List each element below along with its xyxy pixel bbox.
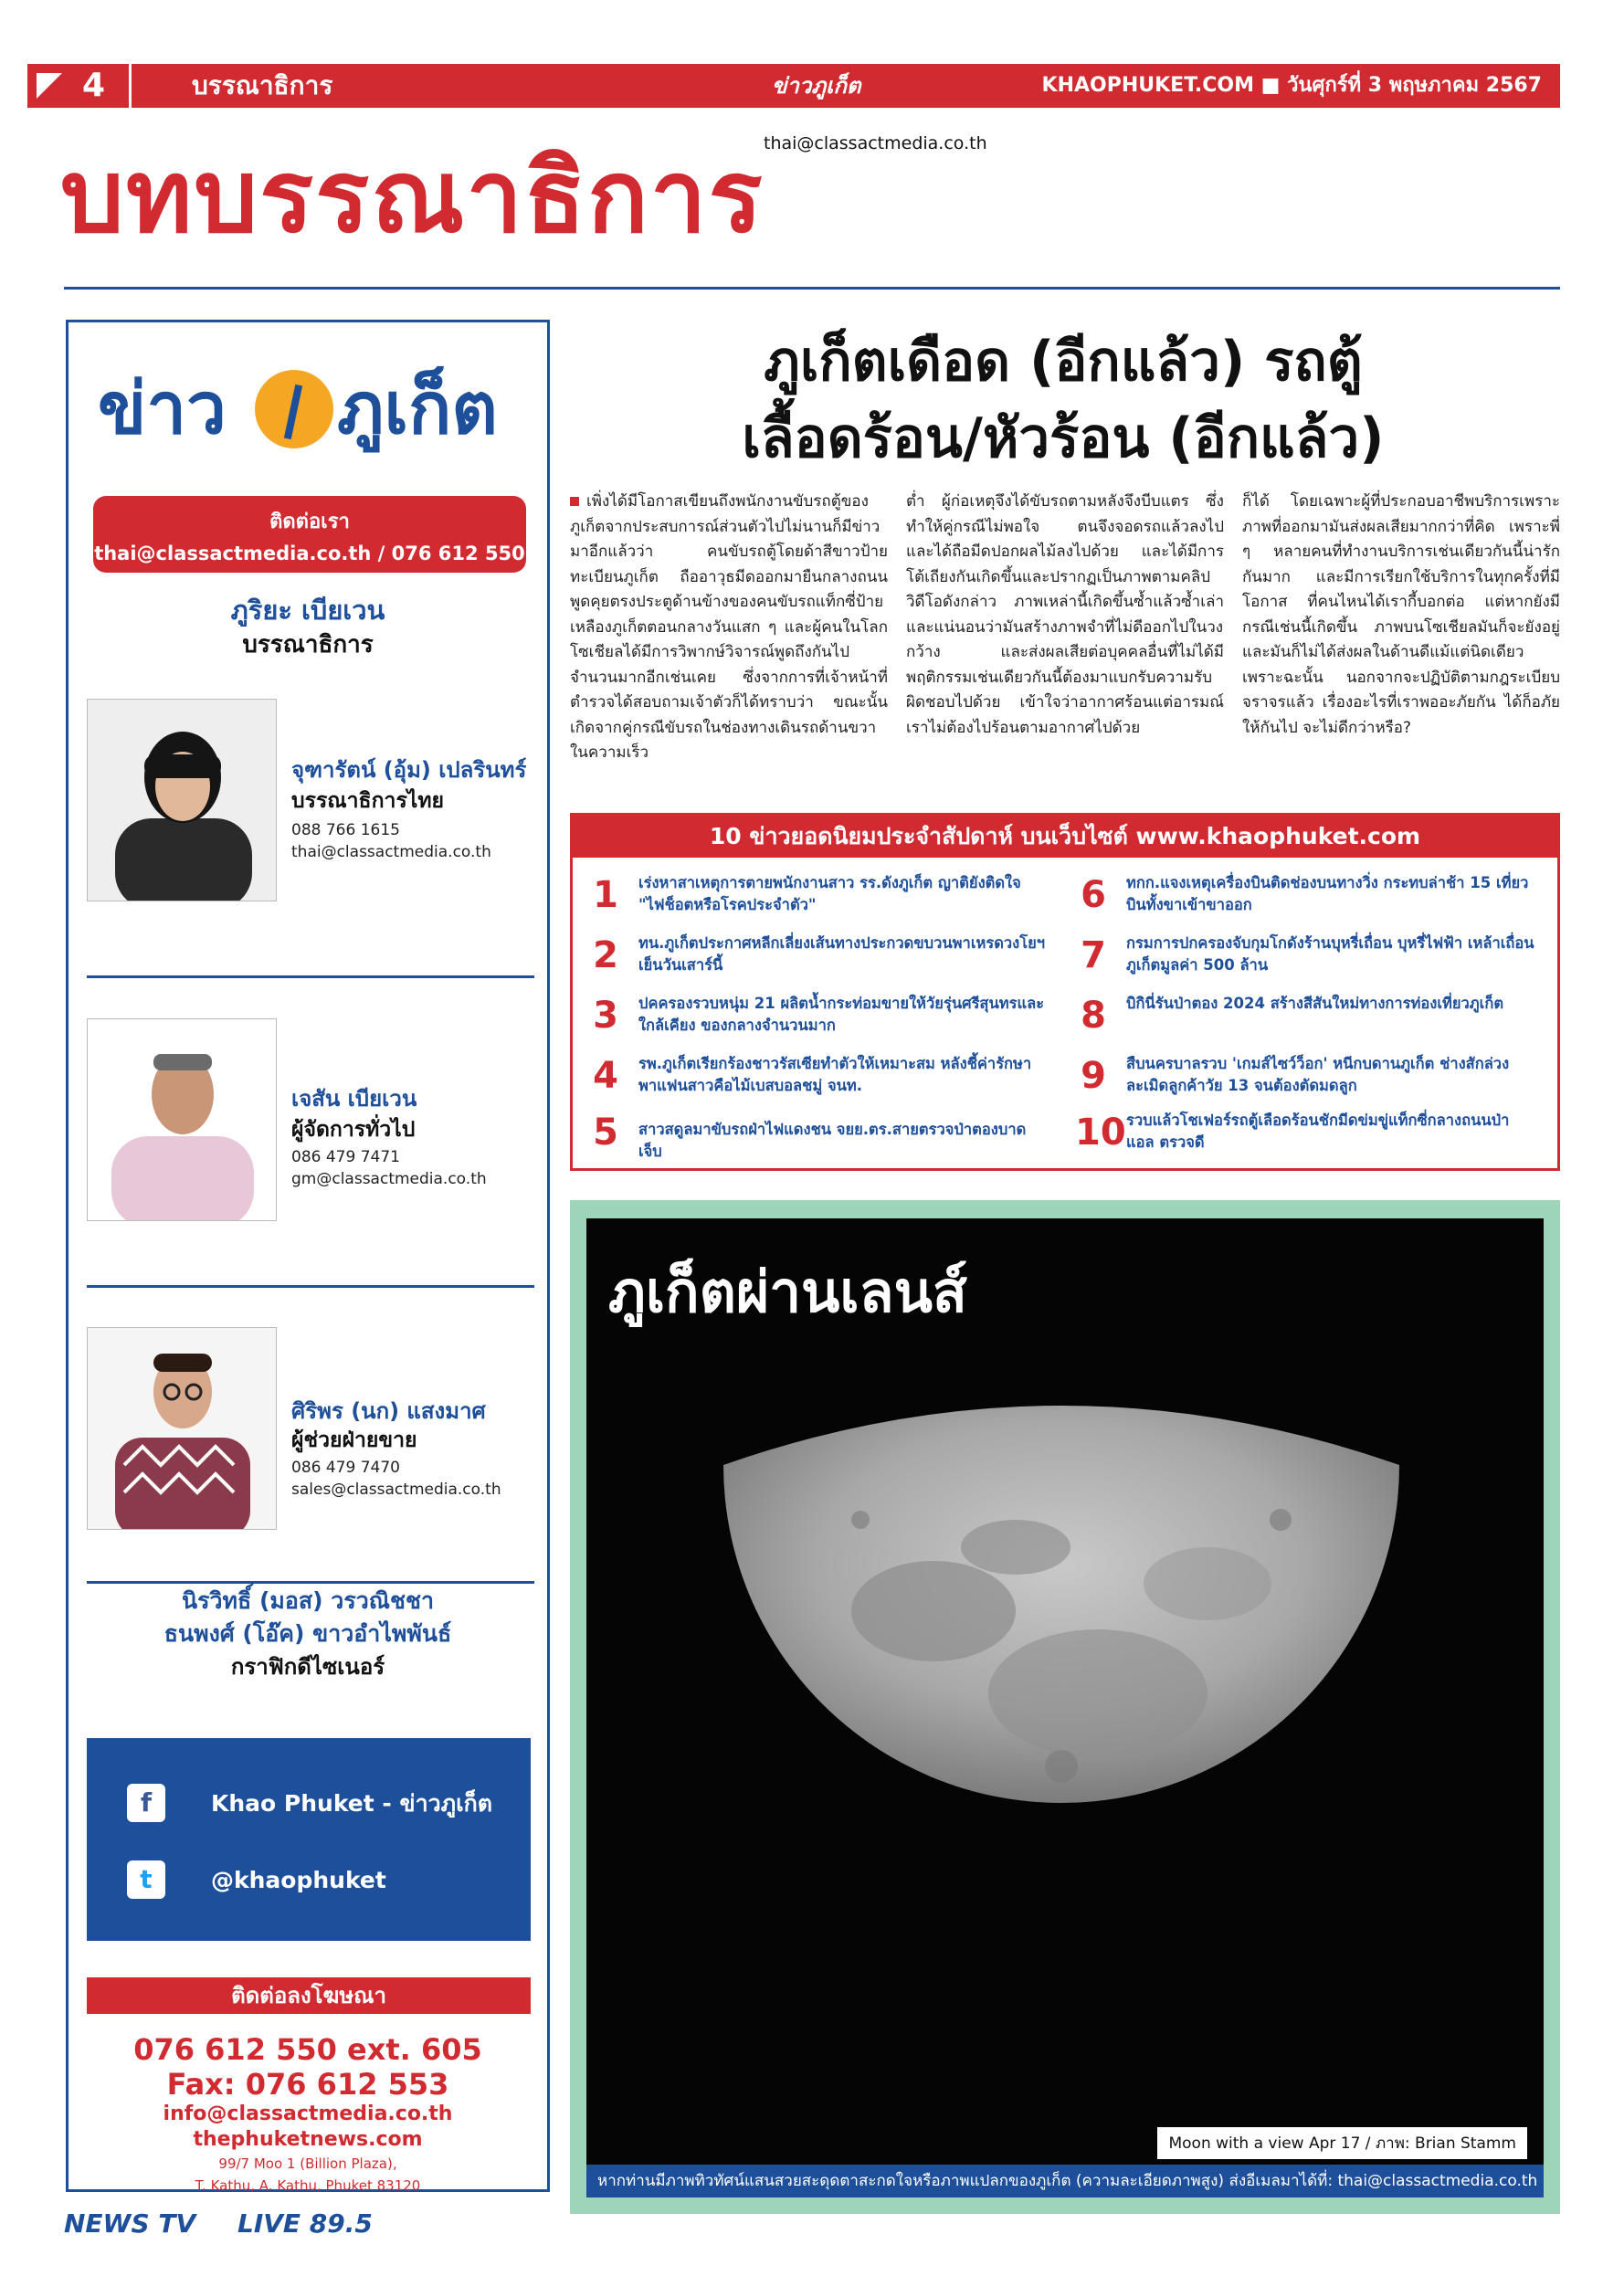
article-body xyxy=(570,490,1560,782)
staff-card xyxy=(87,699,534,901)
moon-photo xyxy=(586,1218,1544,2165)
corner-flag-icon xyxy=(27,64,71,108)
staff-role: บรรณาธิการไทย xyxy=(291,789,444,813)
bullet-square-icon xyxy=(570,497,579,506)
list-item[interactable] xyxy=(1075,989,1541,1048)
headline-line: ภูเก็ตเดือด (อีกแล้ว) รถตู้ xyxy=(764,330,1363,394)
twitter-label: @khaophuket xyxy=(211,1867,386,1893)
logo-text-part2: ภูเก็ต xyxy=(337,368,498,450)
divider xyxy=(87,975,534,978)
ads-address: 99/7 Moo 1 (Billion Plaza), xyxy=(218,2155,397,2172)
photo-credit: Moon with a view Apr 17 / ภาพ: Brian Stamm xyxy=(1157,2127,1527,2159)
ads-contact xyxy=(69,2032,547,2197)
item-text: สาวสดูลมาขับรถฝ่าไฟแดงชน จยย.ตร.สายตรวจป่าตองบาดเจ็บ xyxy=(638,1121,1027,1160)
staff-photo xyxy=(87,1018,277,1221)
staff-role: ผู้จัดการทั่วไป xyxy=(291,1118,416,1142)
facebook-label: Khao Phuket - ข่าวภูเก็ต xyxy=(211,1790,493,1817)
item-text: ทกก.แจงเหตุเครื่องบินติดช่องบนทางวิ่ง กระทบล่าช้า 15 เที่ยวบินทั้งขาเข้าขาออก xyxy=(1126,874,1529,913)
article-column: ต่ำ ผู้ก่อเหตุจึงได้ขับรถตามหลังจึงบีบแตร ซึ่งทำให้คู่กรณีไม่พอใจ ตนจึงจอดรถแล้วลงไป และได้ถือมีดปอกผลไม้ลงไปด้วย และได้มีการโต้เถียงกันเกิดขึ้นและปรากฏเป็นภาพตามคลิปวิดีโอดังกล่าว ภาพเหล่านี้เกิดขึ้นซ้ำแล้วซ้ำเล่า และแน่นอนว่ามันสร้างภาพจำที่ไม่ดีออกไปในวงกว้าง และส่งผลเสียต่อบุคคลอื่นที่ไม่ได้มีพฤติกรรมเช่นเดียวกันนี้ต้องมาแบกรับความรับผิดชอบไปด้วย เข้าใจว่าอากาศร้อนแต่อารมณ์เราไม่ต้องไปร้อนตามอากาศไปด้วย xyxy=(906,492,1224,737)
ads-phone: 076 612 550 ext. 605 xyxy=(133,2032,482,2067)
list-item[interactable] xyxy=(587,1106,1053,1165)
divider xyxy=(87,1285,534,1288)
designer-role: กราฟิกดีไซเนอร์ xyxy=(230,1654,385,1680)
item-number: 8 xyxy=(1081,995,1106,1037)
page-title: บทบรรณาธิการ xyxy=(60,138,765,255)
photo-panel xyxy=(570,1200,1560,2214)
article-column xyxy=(570,490,888,766)
contact-label: ติดต่อเรา xyxy=(269,511,350,533)
staff-photo xyxy=(87,1327,277,1530)
contact-details[interactable]: thai@classactmedia.co.th / 076 612 550 xyxy=(94,543,525,564)
social-links xyxy=(87,1738,531,1941)
item-text: สืบนครบาลรวบ 'เกมส์ไซว์ว็อก' หนีกบดานภูเก็ต ช่างสักล่วงละเมิดลูกค้าวัย 13 จนต้องตัดมดลูก xyxy=(1126,1055,1510,1094)
staff-email[interactable]: sales@classactmedia.co.th xyxy=(291,1481,501,1499)
editor-name: ภูริยะ เบียเวน xyxy=(230,595,385,626)
staff-card xyxy=(87,1018,534,1221)
staff-email[interactable]: thai@classactmedia.co.th xyxy=(291,843,491,861)
item-number: 1 xyxy=(593,874,618,916)
list-item[interactable] xyxy=(1075,869,1541,927)
list-item[interactable] xyxy=(1075,929,1541,987)
list-item[interactable] xyxy=(587,1049,1053,1108)
staff-phone: 088 766 1615 xyxy=(291,821,400,839)
photo-caption: หากท่านมีภาพทิวทัศน์แสนสวยสะดุดตาสะกดใจหรือภาพแปลกของภูเก็ต (ความละเอียดภาพสูง) ส่งอีเมลมาได้ที่: thai@classactmedia.co.th xyxy=(586,2165,1544,2197)
facebook-icon: f xyxy=(127,1784,165,1822)
list-item[interactable] xyxy=(1075,1106,1541,1165)
item-text: ทน.ภูเก็ตประกาศหลีกเลี่ยงเส้นทางประกวดขบวนพาเหรดวงโยฯ เย็นวันเสาร์นี้ xyxy=(638,934,1046,974)
staff-card xyxy=(87,1327,534,1530)
masthead-email[interactable]: thai@classactmedia.co.th xyxy=(764,133,987,153)
staff-name: ศิริพร (นก) แสงมาศ xyxy=(291,1398,486,1424)
item-number: 4 xyxy=(593,1055,618,1097)
khaophuket-logo xyxy=(98,359,527,459)
item-text: กรมการปกครองจับกุมโกดังร้านบุหรี่เถื่อน บุหรี่ไฟฟ้า เหล้าเถื่อนภูเก็ตมูลค่า 500 ล้าน xyxy=(1126,934,1534,974)
item-number: 5 xyxy=(593,1112,618,1154)
page-number: 4 xyxy=(82,64,132,108)
item-number: 3 xyxy=(593,995,618,1037)
news-tv-logo: NEWS TV xyxy=(64,2208,196,2239)
brand-logo-text: ข่าวภูเก็ต xyxy=(772,73,861,99)
item-text: บิกินี่รันป่าตอง 2024 สร้างสีสันใหม่ทางการท่องเที่ยวภูเก็ต xyxy=(1126,995,1504,1012)
header-bar xyxy=(64,64,1560,108)
palm-sun-icon xyxy=(255,370,333,448)
site-and-date: KHAOPHUKET.COM ■ วันศุกร์ที่ 3 พฤษภาคม 2567 xyxy=(1041,74,1542,97)
divider xyxy=(87,1581,534,1584)
staff-name: จุฑารัตน์ (อุ้ม) เปลรินทร์ xyxy=(291,757,527,783)
designer-name: ธนพงศ์ (โอ๊ค) ขาวอำไพพันธ์ xyxy=(163,1620,452,1647)
item-text: เร่งหาสาเหตุการตายพนักงานสาว รร.ดังภูเก็ต ญาติยังติดใจ "ไฟช็อตหรือโรคประจำตัว" xyxy=(638,874,1021,913)
contact-box xyxy=(93,496,526,573)
item-text: รวบแล้วโชเฟอร์รถตู้เลือดร้อนชักมีดข่มขู่แท็กซี่กลางถนนป่าแอล ตรวจดี xyxy=(1126,1112,1510,1151)
divider xyxy=(64,287,1560,290)
list-item[interactable] xyxy=(587,869,1053,927)
ads-heading: ติดต่อลงโฆษณา xyxy=(87,1977,531,2014)
article-column: ก็ได้ โดยเฉพาะผู้ที่ประกอบอาชีพบริการเพราะภาพที่ออกมามันส่งผลเสียมากกว่าที่คิด เพราะพี่ ๆ หลายคนที่ทำงานบริการเช่นเดียวกันนี้น่ารักกันมาก และมีการเรียกใช้บริการในทุกครั้งที่มีโอกาส ที่คนไหนได้เรากี้บอกต่อ แต่หากยังมีกรณีเช่นนี้เกิดขึ้น ภาพบนโซเชียลมันก็จะยังอยู่ และมันก็ไม่ได้ส่งผลในด้านดีแม้แต่นิดเดียว เพราะฉะนั้น นอกจากจะปฏิบัติตามกฎระเบียบจราจรแล้ว เรื่องอะไรที่เราพออะภัยกัน ได้ก็อภัยให้กันไป จะไม่ดีกว่าหรือ? xyxy=(1242,492,1560,737)
article-headline xyxy=(570,323,1556,477)
live-radio-logo: LIVE 89.5 xyxy=(237,2208,373,2239)
staff-name: เจสัน เบียเวน xyxy=(291,1086,417,1112)
staff-email[interactable]: gm@classactmedia.co.th xyxy=(291,1170,487,1188)
designer-name: นิรวิทธิ์ (มอส) วรวณิชชา xyxy=(182,1587,434,1614)
item-number: 6 xyxy=(1081,874,1106,916)
item-number: 10 xyxy=(1075,1112,1126,1154)
ads-website[interactable]: thephuketnews.com xyxy=(193,2128,423,2151)
photo-title: ภูเก็ตผ่านเลนส์ xyxy=(608,1259,967,1325)
staff-phone: 086 479 7470 xyxy=(291,1459,400,1477)
twitter-icon: t xyxy=(127,1860,165,1899)
editor-role: บรรณาธิการ xyxy=(242,631,374,659)
staff-photo xyxy=(87,699,277,901)
headline-line: เลื้อดร้อน/หัวร้อน (อีกแล้ว) xyxy=(742,406,1385,470)
item-number: 9 xyxy=(1081,1055,1106,1097)
logo-text-part1: ข่าว xyxy=(98,368,227,450)
staff-phone: 086 479 7471 xyxy=(291,1148,400,1166)
list-item[interactable] xyxy=(1075,1049,1541,1108)
moon-image xyxy=(586,1218,1544,2165)
sidebar xyxy=(66,320,550,2192)
ads-address: T. Kathu, A. Kathu, Phuket 83120 xyxy=(195,2177,421,2194)
list-item[interactable] xyxy=(587,929,1053,987)
top10-box xyxy=(570,813,1560,1171)
staff-role: ผู้ช่วยฝ่ายขาย xyxy=(291,1428,417,1452)
top10-heading: 10 ข่าวยอดนิยมประจำสัปดาห์ บนเว็บไซต์ www.khaophuket.com xyxy=(573,816,1557,858)
item-number: 2 xyxy=(593,934,618,976)
article-text: เพิ่งได้มีโอกาสเขียนถึงพนักงานขับรถตู้ของภูเก็ตจากประสบการณ์ส่วนตัวไปไม่นานก็มีข่าวมาอีกแล้วว่า คนขับรถตู้โดยด้าสีขาวป้ายทะเบียนภูเก็ต ถืออาวุธมีดออกมายืนกลางถนนพูดคุยตรงประตูด้านข้างของคนขับรถแท็กซี่ป้ายเหลืองภูเก็ตตอนกลางวันแสก ๆ และผู้คนในโลกโซเชียลได้มีการวิพากษ์วิจารณ์พูดถึงกันไปจำนวนมากอีกเช่นเคย ซึ่งจากการที่เจ้าหน้าที่ตำรวจได้สอบถามเจ้าตัวก็ได้ทราบว่า ขณะนั้นเกิดจากคู่กรณีขับรถในช่องทางเดินรถด้านขวาในความเร็ว xyxy=(570,492,888,762)
item-text: รพ.ภูเก็ตเรียกร้องชาวรัสเซียทำตัวให้เหมาะสม หลังชี้ค่ารักษา พาแฟนสาวคือไม้เบสบอลชมู่ จนท. xyxy=(638,1055,1032,1094)
designers-credit xyxy=(69,1585,547,1683)
section-title: บรรณาธิการ xyxy=(192,70,333,100)
ads-email[interactable]: info@classactmedia.co.th xyxy=(163,2103,453,2125)
item-number: 7 xyxy=(1081,934,1106,976)
list-item[interactable] xyxy=(587,989,1053,1048)
item-text: ปคครองรวบหนุ่ม 21 ผลิตน้ำกระท่อมขายให้วัยรุ่นศรีสุนทรและใกล้เคียง ของกลางจำนวนมาก xyxy=(638,995,1045,1034)
ads-fax: Fax: 076 612 553 xyxy=(166,2067,449,2102)
